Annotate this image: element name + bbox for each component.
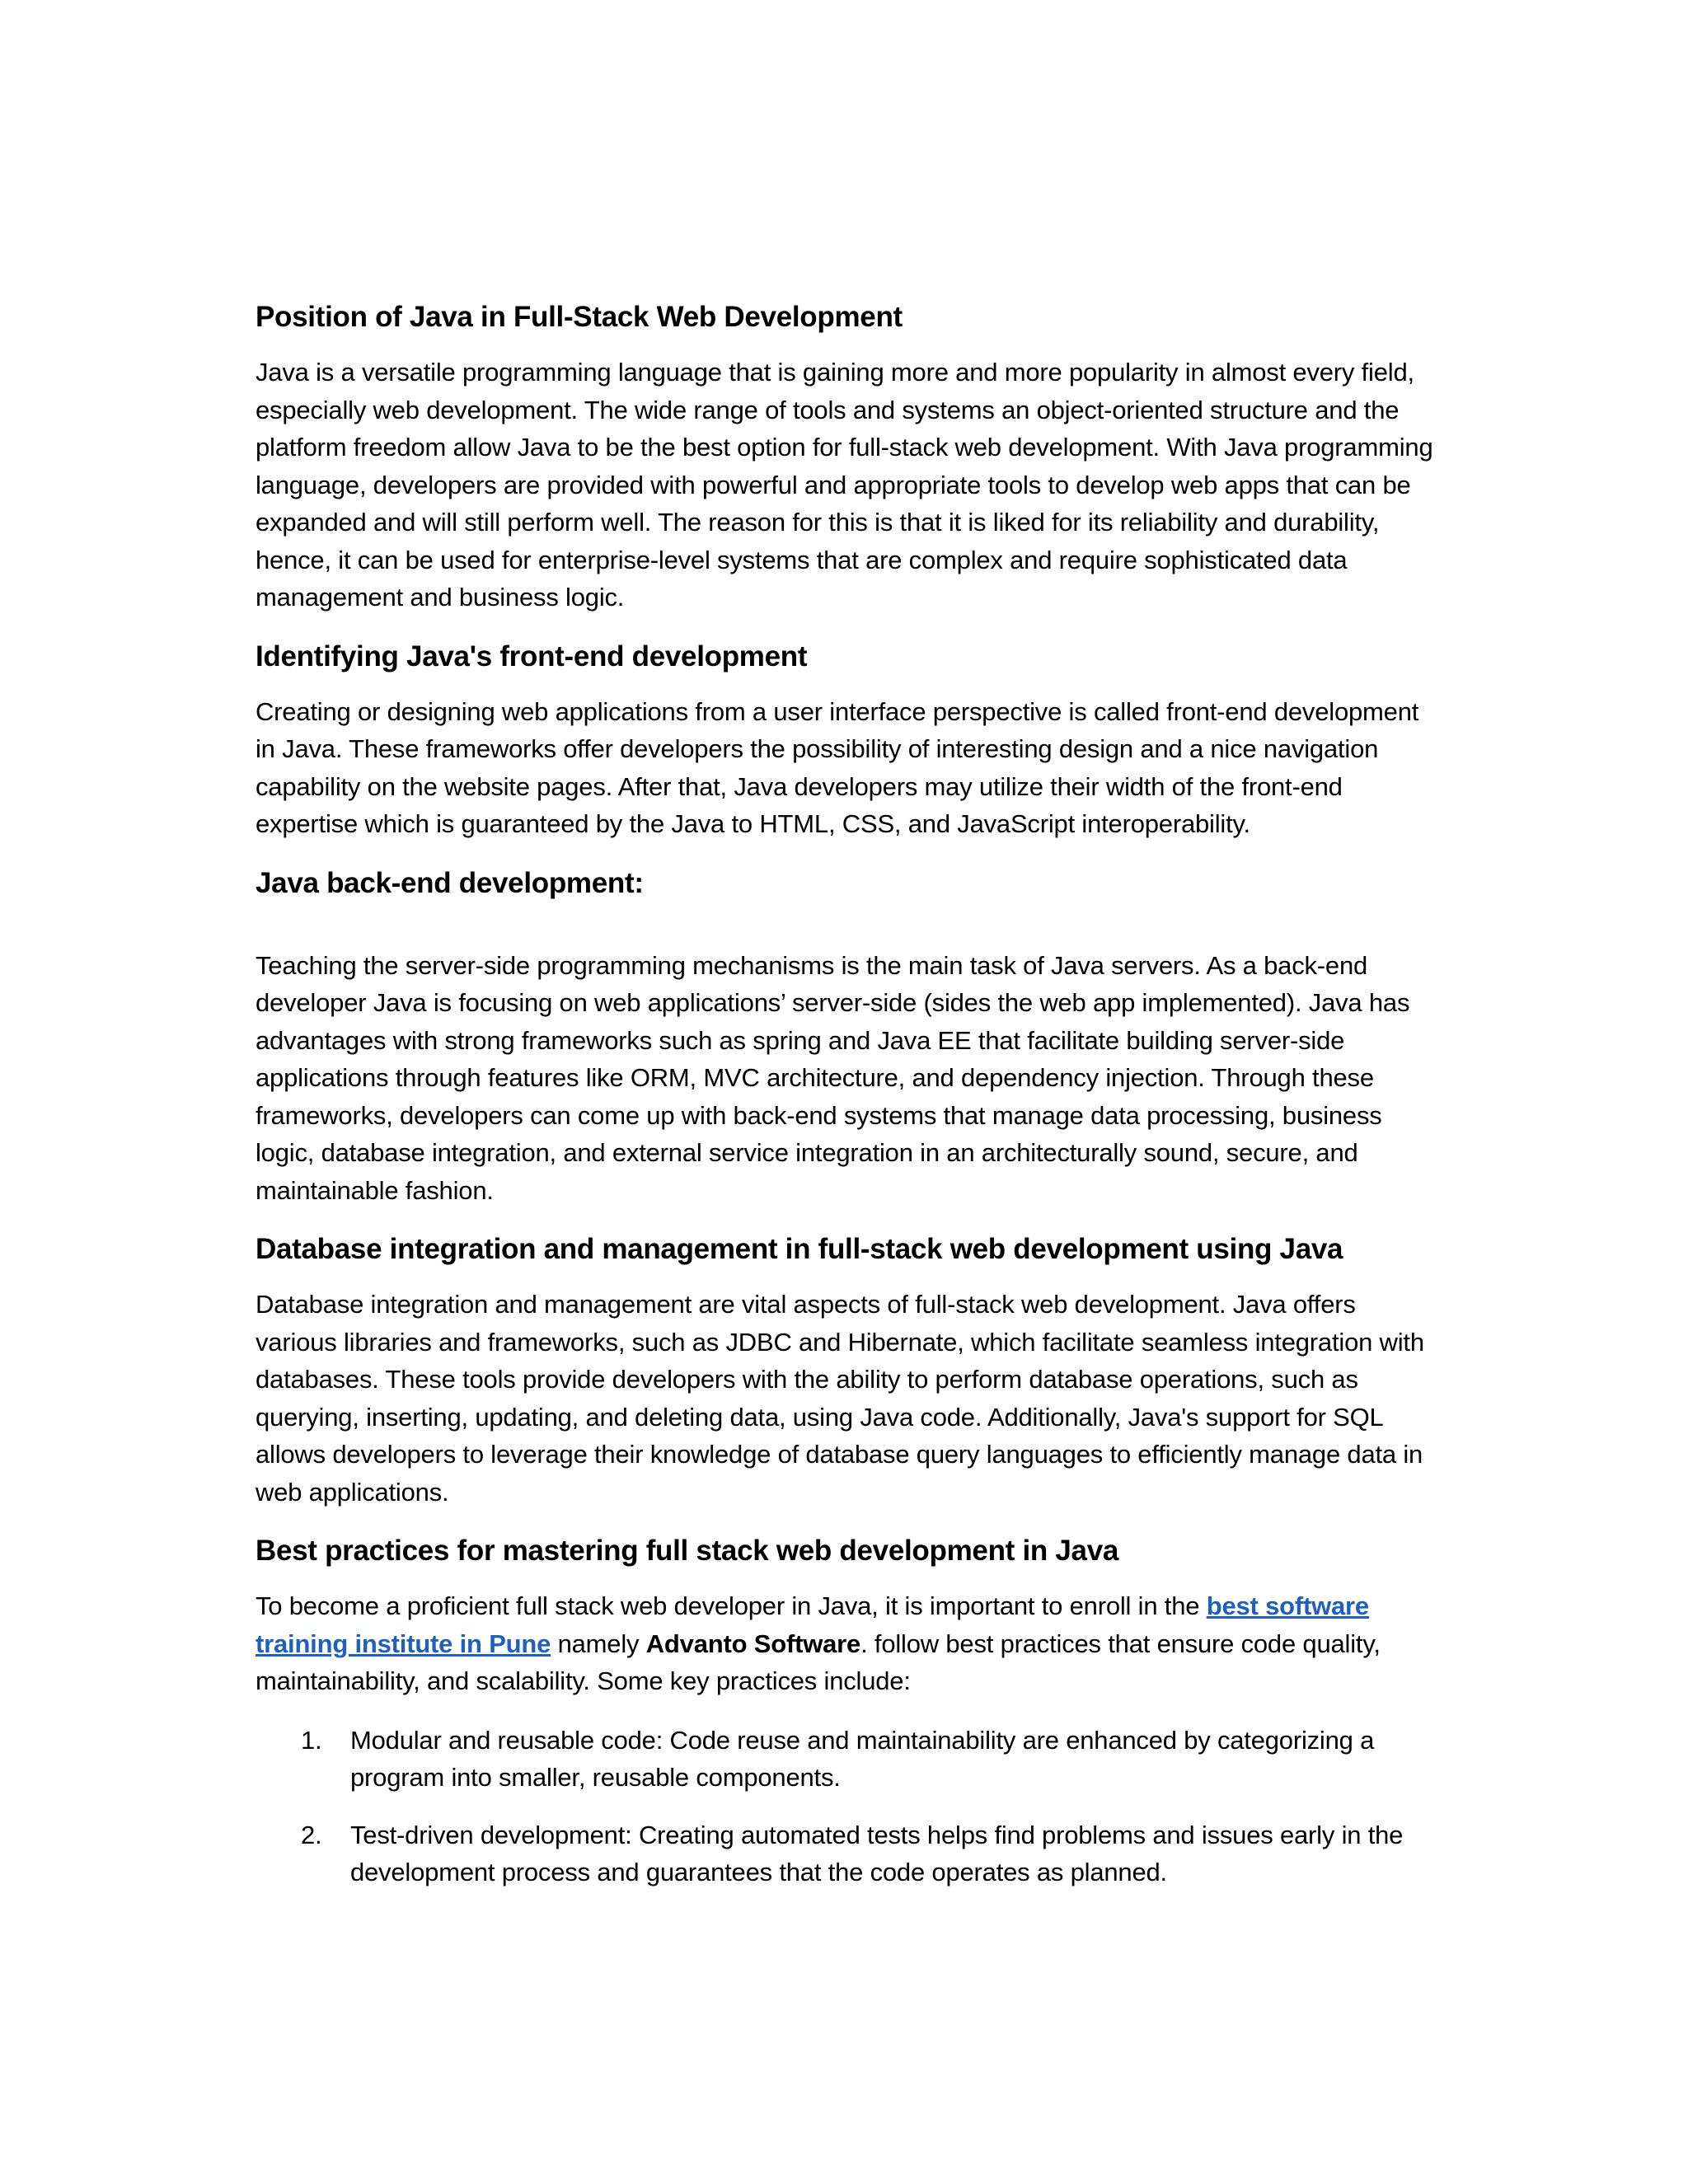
paragraph-back-end: Teaching the server-side programming mechanisms is the main task of Java servers. As a back-end developer Java is focusing on web applications’ server-side (sides the web app implemented). Java has advantages with strong frameworks such as spring and Java EE that facilitate building server-side applications through features like ORM, MVC architecture, and dependency injection. Through these frameworks, developers can come up with back-end systems that manage data processing, business logic, database integration, and external service integration in an architecturally sound, secure, and maintainable fashion. [256,950,1410,1205]
heading-best-practices: Best practices for mastering full stack web development in Java [256,1535,1119,1567]
heading-front-end: Identifying Java's front-end development [256,640,808,673]
list-item [256,1816,1442,1891]
practices-list [256,1722,1442,1891]
document-content [256,298,1442,1911]
company-name: Advanto Software [645,1629,861,1658]
heading-java-position: Position of Java in Full-Stack Web Development [256,301,903,333]
list-item-number: 2. [301,1820,322,1849]
heading-back-end: Java back-end development: [256,866,644,899]
list-item-number: 1. [301,1725,322,1755]
paragraph-front-end: Creating or designing web applications from a user interface perspective is called front-end development in Java. These frameworks offer developers the possibility of interesting design and a nice navigation capability on the website pages. After that, Java developers may utilize their width of the front-end expertise which is guaranteed by the Java to HTML, CSS, and JavaScript interoperability. [256,696,1419,838]
training-institute-link[interactable]: best software training institute in Pune [256,1591,1369,1658]
spacer [256,920,1442,947]
heading-database: Database integration and management in full-stack web development using Java [256,1233,1343,1265]
list-item-text: Test-driven development: Creating automated tests helps find problems and issues early in the development process and guarantees that the code operates as planned. [350,1820,1404,1886]
paragraph-best-practices-intro [256,1587,1442,1700]
paragraph-database: Database integration and management are vital aspects of full-stack web development. Java offers various libraries and frameworks, such as JDBC and Hibernate, which facilitate seamless integration with databases. These tools provide developers with the ability to perform database operations, such as querying, inserting, updating, and deleting data, using Java code. Additionally, Java's support for SQL allows developers to leverage their knowledge of database query languages to efficiently manage data in web applications. [256,1290,1424,1507]
list-item-text: Modular and reusable code: Code reuse and maintainability are enhanced by categorizing a program into smaller, reusable components. [350,1725,1375,1792]
intro-text: To become a proficient full stack web developer in Java, it is important to enroll in the [256,1591,1207,1620]
list-item [256,1722,1442,1797]
intro-namely-text: namely [551,1629,646,1658]
intro-after-text: . follow best practices that ensure code quality, maintainability, and scalability. Some key practices include: [256,1629,1381,1695]
paragraph-java-position: Java is a versatile programming language that is gaining more and more popularity in almost every field, especially web development. The wide range of tools and systems an object-oriented structure and the platform freedom allow Java to be the best option for full-stack web development. With Java programming language, developers are provided with powerful and appropriate tools to develop web apps that can be expanded and will still perform well. The reason for this is that it is liked for its reliability and durability, hence, it can be used for enterprise-level systems that are complex and require sophisticated data management and business logic. [256,358,1433,612]
